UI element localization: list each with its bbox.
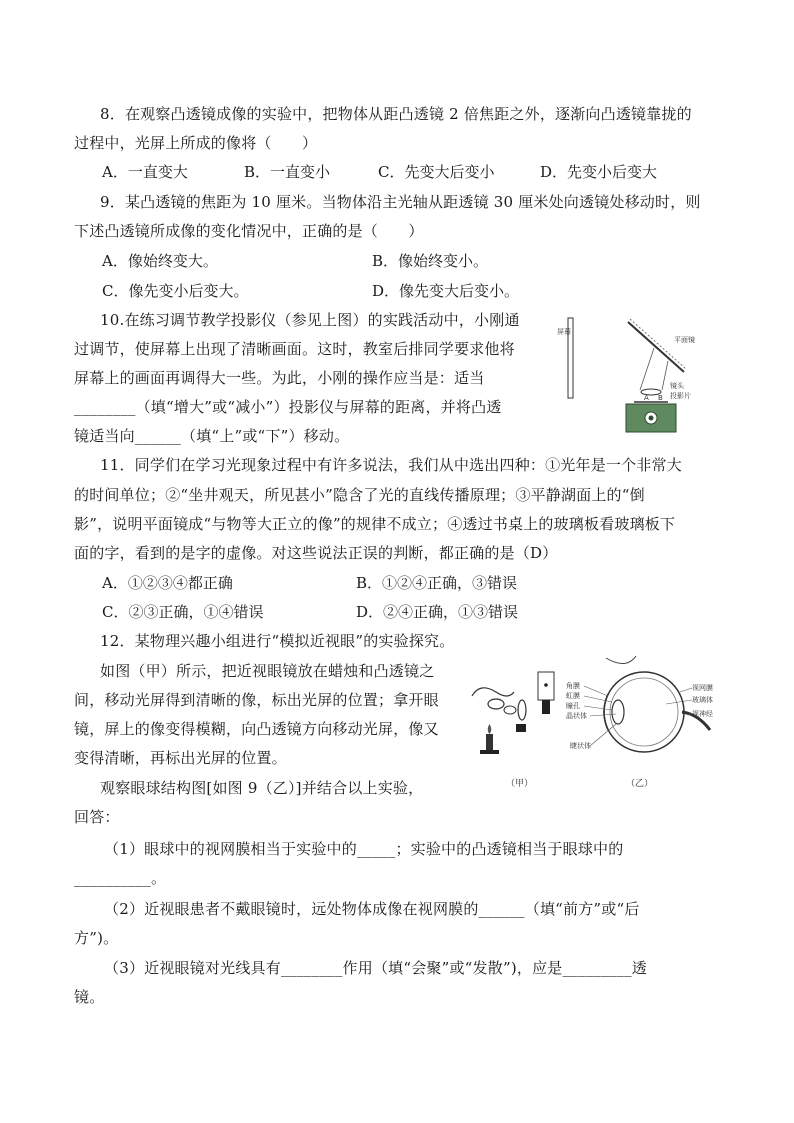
q8-stem-line1: 8．在观察凸透镜成像的实验中，把物体从距凸透镜 2 倍焦距之外，逐渐向凸透镜靠拢的 [100,105,692,123]
candle-shape [486,734,493,750]
q12-stem-line3: 间，移动光屏得到清晰的像，标出光屏的位置；拿开眼 [74,691,439,709]
q12-sub2-line1: （2）近视眼患者不戴眼镜时，远处物体成像在视网膜的______（填“前方”或“后 [104,900,640,918]
mirror-label: 平面镜 [674,336,695,344]
q12-sub2-line2: 方”)。 [74,929,119,947]
q8-option-d: D．先变小后变大 [540,163,658,181]
projector-figure [556,312,726,436]
label-pupil: 瞳孔 [566,702,580,710]
q11-option-a: A．①②③④都正确 [102,574,233,592]
label-retina: 视网膜 [692,684,713,692]
q10-stem-line5: 镜适当向______（填“上”或“下”）移动。 [74,427,350,445]
q9-option-d: D．像先变大后变小。 [372,282,520,300]
q10-stem-line3: 屏幕上的画面再调得大一些。为此，小刚的操作应当是：适当 [74,369,485,387]
q9-option-a: A．像始终变大。 [102,252,218,270]
q12-stem-line7: 回答： [74,808,120,826]
q9-option-b: B．像始终变小。 [372,252,489,270]
q11-stem-line4: 面的字，看到的是字的虚像。对这些说法正误的判断，都正确的是（D） [74,544,558,562]
label-optic-nerve: 视神经 [692,710,713,718]
q8-option-c: C．先变大后变小 [378,163,495,181]
point-b-label: B [658,394,663,402]
eyeball-shape [604,672,684,752]
lens-label: 镜头 [670,382,684,390]
label-iris: 虹膜 [566,692,580,700]
caption-yi: （乙） [626,779,654,789]
glasses-shape [488,699,504,709]
q11-stem-line2: 的时间单位；②“坐井观天，所见甚小”隐含了光的直线传播原理；③平静湖面上的“倒 [74,486,645,504]
label-ciliary: 睫状体 [570,742,591,750]
q12-sub3-line2: 镜。 [74,988,105,1006]
q9-stem-line1: 9．某凸透镜的焦距为 10 厘米。当物体沿主光轴从距透镜 30 厘米处向透镜处移动时，则 [100,193,701,211]
q11-stem-line1: 11．同学们在学习光现象过程中有许多说法，我们从中选出四种：①光年是一个非常大 [100,456,682,474]
label-vitreous: 玻璃体 [692,696,713,704]
q12-stem-line4: 镜，屏上的像变得模糊，向凸透镜方向移动光屏，像又 [74,720,439,738]
q12-sub1-line2: __________。 [74,869,167,887]
q8-stem-line2: 过程中，光屏上所成的像将（ ） [74,134,318,152]
q11-option-d: D．②④正确，①③错误 [356,603,519,621]
q12-stem-line6: 观察眼球结构图[如图 9（乙）]并结合以上实验， [100,779,424,797]
q10-stem-line2: 过调节，使屏幕上出现了清晰画面。这时，教室后排同学要求他将 [74,340,515,358]
q12-sub1-line1: （1）眼球中的视网膜相当于实验中的_____；实验中的凸透镜相当于眼球中的 [104,840,624,858]
q12-stem-line2: 如图（甲）所示，把近视眼镜放在蜡烛和凸透镜之 [100,662,435,680]
q10-stem-line4: ________（填“增大”或“减小”）投影仪与屏幕的距离，并将凸透 [74,398,502,416]
q12-stem-line1: 12．某物理兴趣小组进行“模拟近视眼”的实验探究。 [100,632,455,650]
q9-option-c: C．像先变小后变大。 [102,282,249,300]
apparatus-jia [472,672,554,789]
convex-lens-shape [518,700,526,720]
q11-option-c: C．②③正确，①④错误 [102,603,264,621]
caption-jia: （甲） [506,779,534,789]
q12-stem-line5: 变得清晰，再标出光屏的位置。 [74,749,287,767]
eye-diagram-yi [566,656,713,789]
slide-label: 投影片 [670,392,691,400]
q12-sub3-line1: （3）近视眼镜对光线具有________作用（填“会聚”或“发散”)，应是_________透 [104,959,647,977]
q8-option-b: B．一直变小 [244,163,331,181]
mirror-shape [628,322,684,372]
q11-stem-line3: 影”，说明平面镜成“与物等大正立的像”的规律不成立；④透过书桌上的玻璃板看玻璃板下 [74,515,676,533]
label-cornea: 角膜 [566,682,580,690]
q10-stem-line1: 10.在练习调节教学投影仪（参见上图）的实践活动中，小刚通 [100,311,520,329]
q9-stem-line2: 下述凸透镜所成像的变化情况中，正确的是（ ） [74,222,424,240]
screen-label: 屏幕 [557,328,571,336]
q11-option-b: B．①②④正确，③错误 [356,574,518,592]
eye-experiment-figure [466,652,734,790]
q8-option-a: A．一直变大 [102,163,188,181]
point-a-label: A [644,394,649,402]
label-lens: 晶状体 [566,712,587,720]
